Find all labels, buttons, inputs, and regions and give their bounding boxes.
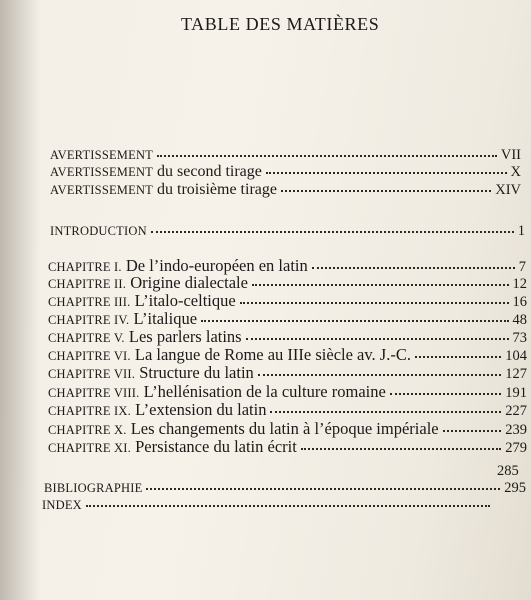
toc-entry-page: 239 xyxy=(505,422,527,438)
toc-entry-page: 285 xyxy=(497,463,519,479)
toc-entry-label: CHAPITRE VII. Structure du latin xyxy=(48,363,254,382)
toc-entry xyxy=(42,496,494,514)
toc-entry xyxy=(48,310,527,328)
toc-entry xyxy=(50,222,525,240)
toc-entry-page: 16 xyxy=(512,294,527,310)
toc-entry-page: 279 xyxy=(505,440,527,456)
toc-entry-label: CHAPITRE I. De l’indo-européen en latin xyxy=(48,256,308,275)
toc-entry xyxy=(48,292,527,310)
toc-entry xyxy=(48,328,527,346)
toc-entry-label: AVERTISSEMENT xyxy=(50,148,154,162)
toc-entry-label: AVERTISSEMENT du troisième tirage xyxy=(50,181,277,198)
dot-leader xyxy=(240,300,509,304)
dot-leader xyxy=(252,282,509,286)
dot-leader xyxy=(258,372,501,376)
dot-leader xyxy=(390,391,501,395)
toc-entry-page: X xyxy=(510,164,521,180)
toc-entry xyxy=(48,274,527,292)
dot-leader xyxy=(86,503,490,507)
toc-entry xyxy=(50,163,521,181)
toc-entry-label: AVERTISSEMENT du second tirage xyxy=(50,163,262,180)
toc-entry-page: 1 xyxy=(517,223,525,239)
toc-entry-page: 104 xyxy=(505,348,527,364)
toc-entry xyxy=(48,438,527,456)
toc-entry-label: CHAPITRE XI. Persistance du latin écrit xyxy=(48,437,297,456)
dot-leader xyxy=(146,486,500,490)
toc-entry-page: 7 xyxy=(518,259,526,275)
dot-leader xyxy=(281,188,491,192)
toc-entry-label: INTRODUCTION xyxy=(50,224,147,238)
toc-entry xyxy=(48,383,527,401)
toc-entry-label: CHAPITRE II. Origine dialectale xyxy=(48,273,248,292)
dot-leader xyxy=(312,265,515,269)
toc-entry-page: 127 xyxy=(505,366,527,382)
toc-entry-page: 48 xyxy=(512,312,527,328)
toc-entry xyxy=(50,146,521,164)
toc-entry-label: CHAPITRE IV. L’italique xyxy=(48,309,198,328)
toc-entry xyxy=(48,401,527,419)
toc-entry xyxy=(48,346,527,364)
dot-leader xyxy=(151,229,514,233)
toc-entry xyxy=(48,420,527,438)
page-title: TABLE DES MATIÈRES xyxy=(181,14,380,34)
toc-entry-page: VII xyxy=(500,147,521,163)
toc-entry-page: XIV xyxy=(495,182,521,198)
toc-entry xyxy=(50,181,521,199)
toc-entry-page: 12 xyxy=(512,276,527,292)
dot-leader xyxy=(301,446,501,450)
toc-entry-label: CHAPITRE III. L’italo-celtique xyxy=(48,291,236,310)
toc-entry-label: CHAPITRE X. Les changements du latin à l’époque impériale xyxy=(48,419,439,438)
dot-leader xyxy=(201,318,508,322)
dot-leader xyxy=(415,354,501,358)
toc-entry-page: 191 xyxy=(505,385,527,401)
toc-entry-label: CHAPITRE VIII. L’hellénisation de la culture romaine xyxy=(48,382,386,401)
toc-entry-page: 227 xyxy=(505,403,527,419)
dot-leader xyxy=(270,409,501,413)
dot-leader xyxy=(157,153,497,157)
toc-entry-label: BIBLIOGRAPHIE xyxy=(44,481,143,495)
toc-entry-page: 295 xyxy=(504,480,526,496)
toc-entry xyxy=(48,364,527,382)
toc-entry-label: INDEX xyxy=(42,498,82,512)
toc-entry-page: 73 xyxy=(512,330,527,346)
dot-leader xyxy=(246,336,509,340)
toc-entry-label: CHAPITRE VI. La langue de Rome au IIIe siècle av. J.-C. xyxy=(48,345,411,364)
toc-entry xyxy=(44,479,526,497)
toc-entry-label: CHAPITRE V. Les parlers latins xyxy=(48,327,242,346)
toc-entry xyxy=(48,257,526,275)
dot-leader xyxy=(266,170,507,174)
toc-entry-label: CHAPITRE IX. L’extension du latin xyxy=(48,400,267,419)
dot-leader xyxy=(443,428,502,432)
